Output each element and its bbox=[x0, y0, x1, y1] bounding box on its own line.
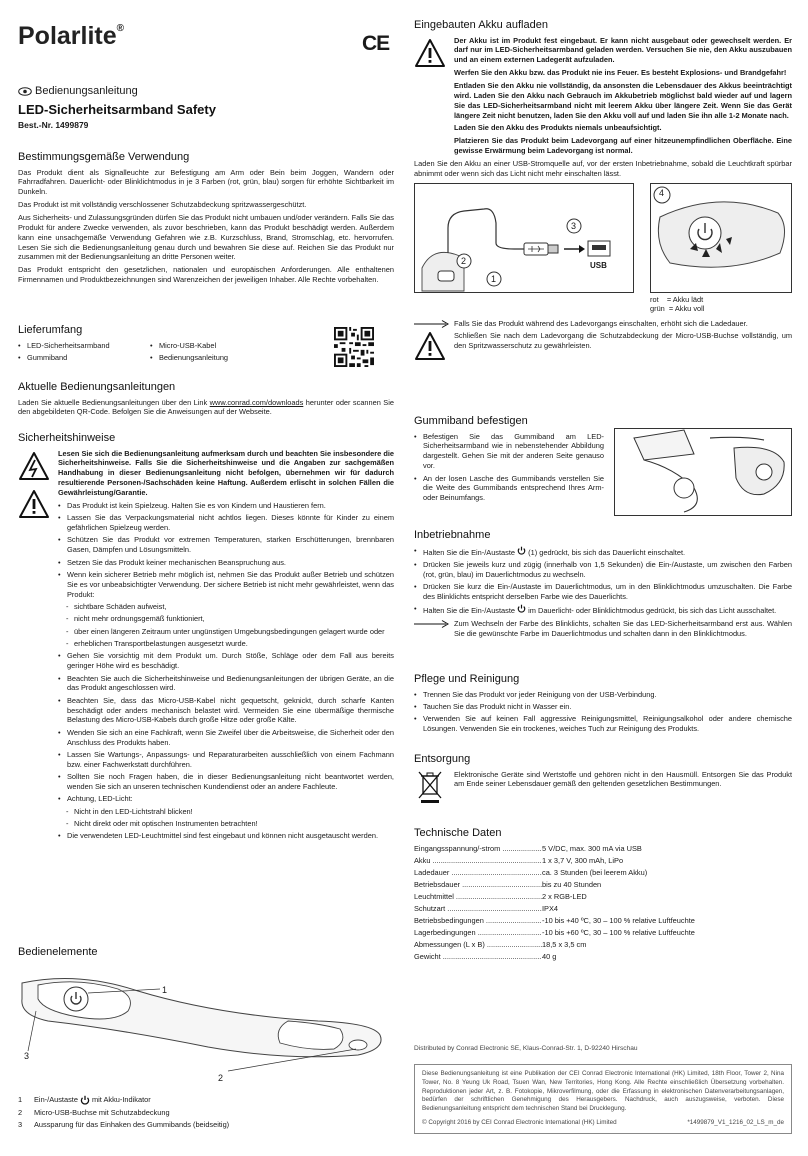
step-2: 2 bbox=[461, 255, 467, 266]
list-item: • Setzen Sie das Produkt keiner mechanischen Beanspruchung aus. bbox=[58, 558, 394, 568]
list-item: - nicht mehr ordnungsgemäß funktioniert, bbox=[58, 614, 394, 624]
section-title: Aktuelle Bedienungsanleitungen bbox=[18, 381, 176, 393]
step-3: 3 bbox=[571, 220, 577, 231]
tech-row bbox=[414, 868, 792, 878]
tech-row bbox=[414, 880, 792, 890]
item-number: 2 bbox=[18, 1107, 23, 1117]
section-title: Technische Daten bbox=[414, 827, 502, 839]
tech-row bbox=[414, 928, 792, 938]
tech-value: 5 V/DC, max. 300 mA via USB bbox=[542, 843, 642, 853]
footer-text: Diese Bedienungsanleitung ist eine Publikation der CEI Conrad Electronic International (HK) Limited, 18th Floor, Tower 2, Nina Tower, No. 8 Yeung Uk Road, Tsuen Wan, New Territories, Hong Kong. Alle Rechte einschließlich Übersetzung vorbehalten. Reproduktionen jeder Art, z. B. Fotokopie, Mikroverfilmung, oder die Erfassung in elektronischen Datenverarbeitungsanlagen, bedürfen der schriftlichen Genehmigung des Herausgebers. Nachdruck, auch auszugsweise, verboten. Diese Bedienungsanleitung entspricht dem technischen Stand bei Drucklegung. bbox=[422, 1070, 784, 1113]
ce-mark: CE bbox=[362, 32, 390, 55]
tech-key: Abmessungen (L x B) ..... bbox=[414, 940, 542, 950]
paragraph: Laden Sie den Akku an einer USB-Stromquelle auf, vor der ersten Inbetriebnahme, sobald die Leuchtkraft spürbar abnimmt oder wenn sich das Licht nicht mehr einschalten lässt. bbox=[414, 158, 792, 178]
section-title: Pflege und Reinigung bbox=[414, 673, 520, 685]
text: (1) gedrückt, bis sich das Dauerlicht einschaltet. bbox=[526, 547, 686, 557]
page-title: LED-Sicherheitsarmband Safety bbox=[18, 101, 216, 117]
qr-code-icon bbox=[334, 327, 374, 367]
order-number: Best.-Nr. 1499879 bbox=[18, 119, 89, 130]
list-item: • Drücken Sie jeweils kurz und zügig (innerhalb von 1,5 Sekunden) die Ein-/Austaste, um zwischen den Farben (rot, grün, blau) im Dauerlichtmodus zu wechseln. bbox=[414, 560, 792, 580]
tech-value: IPX4 bbox=[542, 903, 559, 913]
list-item: • Lassen Sie das Verpackungsmaterial nicht achtlos liegen. Dieses könnte für Kinder zu einem gefährlichen Spielzeug werden. bbox=[58, 513, 394, 533]
eye-icon bbox=[18, 87, 32, 96]
tech-row bbox=[414, 856, 792, 866]
list-item: • Sollten Sie noch Fragen haben, die in dieser Bedienungsanleitung nicht beantwortet werden, wenden Sie sich an unseren technischen Kundendienst oder an andere Fachleute. bbox=[58, 772, 394, 792]
tech-key: Betriebsdauer ..... bbox=[414, 880, 542, 890]
list-item: • Schützen Sie das Produkt vor extremen Temperaturen, starken Erschütterungen, brennbaren Gasen, Dämpfen und Lösungsmitteln. bbox=[58, 535, 394, 555]
power-icon bbox=[517, 604, 526, 613]
tech-value: 2 x RGB-LED bbox=[542, 891, 587, 901]
charging-warning: Entladen Sie den Akku nie vollständig, da ansonsten die Lebensdauer des Akkus beeinträchtigt wird. Laden Sie den Akku nach Gebrauch im Akkubetrieb möglichst bald wieder auf und lagern Sie das LED-Sicherheitsarmband nicht mit leerem Akku über längere Zeit. Wenn Sie das Gerät längere Zeit nicht benutzen, laden Sie den Akku voll auf und laden Sie ihn alle 1-2 Monate nach. bbox=[454, 81, 792, 120]
charging-section bbox=[414, 18, 792, 359]
tech-row bbox=[414, 904, 792, 914]
note: Schließen Sie nach dem Ladevorgang die Schutzabdeckung der Micro-USB-Buchse vollständig, um den Spritzwasserschutz zu gewährleisten. bbox=[454, 331, 792, 351]
tech-row bbox=[414, 940, 792, 950]
controls-section bbox=[18, 945, 394, 1130]
product-illustration bbox=[18, 963, 394, 1083]
tech-key: Akku ..... bbox=[414, 856, 542, 866]
list-item: • Tauchen Sie das Produkt nicht in Wasser ein. bbox=[414, 702, 792, 712]
paragraph: Das Produkt dient als Signalleuchte zur Befestigung am Arm oder Bein beim Joggen, Wandern oder Fahrradfahren. Dauerlicht- oder Blinklichtmodus in je 3 Farben (rot, grün, blau) sorgen für erhöhte Sichtbarkeit im Dunkeln. bbox=[18, 167, 394, 197]
brand-mark: ® bbox=[116, 23, 125, 34]
list-item: • Lassen Sie Wartungs-, Anpassungs- und Reparaturarbeiten ausschließlich von einem Fachmann bzw. einer Fachwerkstatt durchführen. bbox=[58, 750, 394, 770]
list-item: • Bedienungsanleitung bbox=[150, 353, 290, 363]
list-item: • Das Produkt ist kein Spielzeug. Halten Sie es von Kindern und Haustieren fern. bbox=[58, 501, 394, 511]
list-item: - Nicht direkt oder mit optischen Instrumenten betrachten! bbox=[58, 819, 394, 829]
list-item: • Micro-USB-Kabel bbox=[150, 341, 290, 351]
list-item: - erheblichen Transportbelastungen ausgesetzt wurde. bbox=[58, 639, 394, 649]
charging-warning: Platzieren Sie das Produkt beim Ladevorgang auf einer hitzeunempfindlichen Oberfläche. Eine gewisse Erwärmung beim Ladevorgang ist normal. bbox=[454, 136, 792, 156]
list-item: • Verwenden Sie auf keinen Fall aggressive Reinigungsmittel, Reinigungsalkohol oder andere chemische Lösungen. Verwenden Sie ein trockenes, weiches Tuch zur Reinigung des Produkts. bbox=[414, 714, 792, 734]
section-title: Eingebauten Akku aufladen bbox=[414, 19, 548, 31]
warning-icon bbox=[414, 331, 446, 361]
tech-key: Eingangsspannung/-strom ..... bbox=[414, 844, 542, 854]
tech-value: -10 bis +40 ºC, 30 – 100 % relative Luftfeuchte bbox=[542, 915, 695, 925]
startup-section bbox=[414, 528, 792, 642]
current-manuals-section bbox=[18, 380, 394, 420]
section-title: Lieferumfang bbox=[18, 324, 83, 336]
section-title: Bedienelemente bbox=[18, 946, 98, 958]
header-block bbox=[18, 84, 394, 131]
arrow-icon bbox=[414, 320, 450, 328]
list-item: • Wenden Sie sich an eine Fachkraft, wenn Sie Zweifel über die Arbeitsweise, die Sicherheit oder den Anschluss des Produkts haben. bbox=[58, 728, 394, 748]
brand-logo bbox=[18, 20, 124, 53]
callout-1: 1 bbox=[162, 985, 168, 995]
charging-illustration bbox=[414, 183, 634, 293]
paragraph: Das Produkt entspricht den gesetzlichen, nationalen und europäischen Anforderungen. Alle enthaltenen Firmennamen und Produktbezeichnungen sind Warenzeichen der jeweiligen Inhaber. Alle Rechte vorbehalten. bbox=[18, 265, 394, 285]
tech-value: bis zu 40 Stunden bbox=[542, 879, 602, 889]
distributor: Distributed by Conrad Electronic SE, Klaus-Conrad-Str. 1, D-92240 Hirschau bbox=[414, 1045, 638, 1052]
arrow-icon bbox=[414, 620, 450, 628]
legend-red: rot = Akku lädt bbox=[650, 294, 704, 304]
charging-warning: Laden Sie den Akku des Produkts niemals unbeaufsichtigt. bbox=[454, 123, 662, 133]
power-icon bbox=[517, 546, 526, 555]
text: im Dauerlicht- oder Blinklichtmodus gedrückt, bis sich das Licht ausschaltet. bbox=[526, 606, 777, 616]
step-1: 1 bbox=[491, 273, 497, 284]
charging-warning: Werfen Sie den Akku bzw. das Produkt nie ins Feuer. Es besteht Explosions- und Brandgefahr! bbox=[454, 68, 787, 78]
list-item: • Gummiband bbox=[18, 353, 150, 363]
section-title: Gummiband befestigen bbox=[414, 415, 528, 427]
power-icon bbox=[64, 987, 88, 1011]
band-section bbox=[414, 414, 792, 506]
charging-figure bbox=[414, 183, 792, 314]
list-item: • Beachten Sie auch die Sicherheitshinweise und Bedienungsanleitungen der übrigen Geräte, an die das Produkt angeschlossen wird. bbox=[58, 674, 394, 694]
note: Zum Wechseln der Farbe des Blinklichts, schalten Sie das LED-Sicherheitsarmband erst aus. Wählen Sie die gewünschte Farbe im Dauerlichtmodus und schalten dann in den Blinklichtmodus. bbox=[454, 619, 792, 639]
disposal-section bbox=[414, 752, 792, 792]
lightning-icon bbox=[18, 451, 50, 481]
intended-use-section bbox=[18, 150, 394, 288]
control-item bbox=[18, 1095, 394, 1105]
tech-key: Gewicht ..... bbox=[414, 952, 542, 962]
control-item bbox=[18, 1108, 394, 1118]
paragraph: Aus Sicherheits- und Zulassungsgründen dürfen Sie das Produkt nicht umbauen und/oder verändern. Falls Sie das Produkt für andere Zwecke verwenden, als zuvor beschrieben, kann das Produkt beschädigt werden. Außerdem kann eine unsachgemäße Verwendung Gefahren wie z.B. Kurzschluss, Brand, Stromschlag, etc. hervorrufen. Lesen Sie sich die Bedienungsanleitung genau durch und bewahren Sie diese auf. Reichen Sie das Produkt nur zusammen mit der Bedienungsanleitung an dritte Personen weiter. bbox=[18, 213, 394, 262]
led-indicator-illustration bbox=[650, 183, 792, 293]
tech-key: Lagerbedingungen ..... bbox=[414, 928, 542, 938]
item-label: Ein-/Austaste bbox=[34, 1094, 78, 1104]
download-link[interactable]: www.conrad.com/downloads bbox=[209, 397, 304, 407]
note: Falls Sie das Produkt während des Ladevorgangs einschalten, erhöht sich die Ladedauer. bbox=[454, 318, 748, 328]
tech-row bbox=[414, 892, 792, 902]
tech-row bbox=[414, 916, 792, 926]
delivery-section bbox=[18, 323, 394, 365]
paragraph: Das Produkt ist mit vollständig verschlossener Schutzabdeckung spritzwassergeschützt. bbox=[18, 200, 307, 210]
tech-value: 1 x 3,7 V, 300 mAh, LiPo bbox=[542, 855, 624, 865]
section-title: Sicherheitshinweise bbox=[18, 432, 116, 444]
list-item: - über einen längeren Zeitraum unter ungünstigen Umgebungsbedingungen gelagert wurde oder bbox=[58, 627, 394, 637]
tech-value: 40 g bbox=[542, 951, 557, 961]
manual-label: Bedienungsanleitung bbox=[35, 85, 138, 97]
tech-row bbox=[414, 844, 792, 854]
item-label: Micro-USB-Buchse mit Schutzabdeckung bbox=[34, 1107, 170, 1117]
usb-label: USB bbox=[590, 260, 607, 270]
text: herunter oder scannen Sie den abgebildeten QR-Code. Befolgen Sie die Anweisungen auf der Webseite. bbox=[18, 397, 394, 417]
list-item: • Achtung, LED-Licht: bbox=[58, 794, 394, 804]
warning-icon bbox=[414, 38, 446, 68]
list-item: • Befestigen Sie das Gummiband am LED-Sicherheitsarmband wie in nebenstehender Abbildung dargestellt. Gehen Sie mit der anderen Seite genauso vor. bbox=[414, 432, 604, 471]
tech-row bbox=[414, 952, 792, 962]
item-label: mit Akku-Indikator bbox=[91, 1094, 151, 1104]
tech-key: Leuchtmittel ..... bbox=[414, 892, 542, 902]
copyright: © Copyright 2016 by CEI Conrad Electronic International (HK) Limited bbox=[422, 1119, 617, 1127]
list-item: • Wenn kein sicherer Betrieb mehr möglich ist, nehmen Sie das Produkt außer Betrieb und schützen Sie es vor unbeabsichtigter Verwendung. Der sichere Betrieb ist nicht mehr gewährleistet, wenn das Produkt: bbox=[58, 570, 394, 600]
section-title: Entsorgung bbox=[414, 753, 471, 765]
power-icon bbox=[80, 1095, 90, 1105]
item-number: 3 bbox=[18, 1120, 23, 1130]
text: Halten Sie die Ein-/Austaste bbox=[423, 606, 518, 616]
led-legend bbox=[650, 295, 792, 315]
care-section bbox=[414, 672, 792, 737]
list-item: • Trennen Sie das Produkt vor jeder Reinigung von der USB-Verbindung. bbox=[414, 690, 792, 700]
section-title: Inbetriebnahme bbox=[414, 529, 491, 541]
footer-box bbox=[414, 1064, 792, 1134]
legend-green: grün = Akku voll bbox=[650, 304, 705, 314]
brand-name: Polarlite bbox=[18, 22, 117, 50]
section-title: Bestimmungsgemäße Verwendung bbox=[18, 151, 190, 163]
list-item: • An der losen Lasche des Gummibands verstellen Sie die Weite des Gummibands entsprechend Ihres Arm- oder Beinumfangs. bbox=[414, 474, 604, 504]
charging-warning: Der Akku ist im Produkt fest eingebaut. Er kann nicht ausgebaut oder gewechselt werden. Er darf nur im LED-Sicherheitsarmband geladen werden. Versuchen Sie nie, den Akku auszubauen und an einem externen Ladegerät aufzuladen. bbox=[454, 35, 792, 65]
weee-bin-icon bbox=[416, 770, 444, 804]
paragraph: Elektronische Geräte sind Wertstoffe und gehören nicht in den Hausmüll. Entsorgen Sie das Produkt am Ende seiner Lebensdauer gemäß den geltenden gesetzlichen Bestimmungen. bbox=[454, 769, 792, 789]
step-4: 4 bbox=[659, 187, 665, 198]
paragraph bbox=[18, 398, 394, 418]
tech-key: Ladedauer ..... bbox=[414, 868, 542, 878]
tech-value: 18,5 x 3,5 cm bbox=[542, 939, 587, 949]
list-item: • Drücken Sie kurz die Ein-/Austaste im Dauerlichtmodus, um in den Blinklichtmodus umzuschalten. Die Farbe des Blinklichts entspricht derselben Farbe wie des Dauerlichts. bbox=[414, 582, 792, 602]
list-item bbox=[414, 546, 792, 558]
text: Laden Sie aktuelle Bedienungsanleitungen über den Link bbox=[18, 397, 210, 407]
text: Halten Sie die Ein-/Austaste bbox=[423, 547, 518, 557]
callout-3: 3 bbox=[24, 1051, 30, 1061]
list-item: - sichtbare Schäden aufweist, bbox=[58, 602, 394, 612]
document-code: *1499879_V1_1216_02_LS_m_de bbox=[687, 1119, 784, 1127]
warning-icon bbox=[18, 489, 50, 519]
list-item: • Beachten Sie, dass das Micro-USB-Kabel nicht gequetscht, geknickt, durch scharfe Kanten beschädigt oder anders mechanisch belastet wird. Vermeiden Sie eine übermäßige thermische Belastung des Micro-USB-Kabels durch große Hitze oder große Kälte. bbox=[58, 696, 394, 726]
tech-key: Schutzart ..... bbox=[414, 904, 542, 914]
list-item bbox=[414, 604, 792, 616]
tech-key: Betriebsbedingungen ..... bbox=[414, 916, 542, 926]
list-item: • Gehen Sie vorsichtig mit dem Produkt um. Durch Stöße, Schläge oder dem Fall aus bereits geringer Höhe wird es beschädigt. bbox=[58, 651, 394, 671]
control-item bbox=[18, 1120, 394, 1130]
band-illustration bbox=[614, 428, 792, 516]
tech-value: -10 bis +60 ºC, 30 – 100 % relative Luftfeuchte bbox=[542, 927, 695, 937]
safety-intro: Lesen Sie sich die Bedienungsanleitung aufmerksam durch und beachten Sie insbesondere die Sicherheitshinweise. Falls Sie die Sicherheitshinweise und die Angaben zur sachgemäßen Handhabung in dieser Bedienungsanleitung nicht befolgen, übernehmen wir für dadurch resultierende Personen-/Sachschäden keine Haftung. Außerdem erlischt in solchen Fällen die Gewährleistung/Garantie. bbox=[58, 448, 394, 497]
callout-2: 2 bbox=[218, 1073, 224, 1083]
list-item: • Die verwendeten LED-Leuchtmittel sind fest eingebaut und können nicht ausgetauscht werden. bbox=[58, 831, 394, 841]
tech-section bbox=[414, 826, 792, 964]
list-item: • LED-Sicherheitsarmband bbox=[18, 341, 150, 351]
tech-value: ca. 3 Stunden (bei leerem Akku) bbox=[542, 867, 648, 877]
item-number: 1 bbox=[18, 1094, 23, 1104]
safety-section bbox=[18, 431, 394, 844]
list-item: - Nicht in den LED-Lichtstrahl blicken! bbox=[58, 807, 394, 817]
item-label: Aussparung für das Einhaken des Gummibands (beidseitig) bbox=[34, 1120, 230, 1130]
tech-table bbox=[414, 844, 792, 962]
